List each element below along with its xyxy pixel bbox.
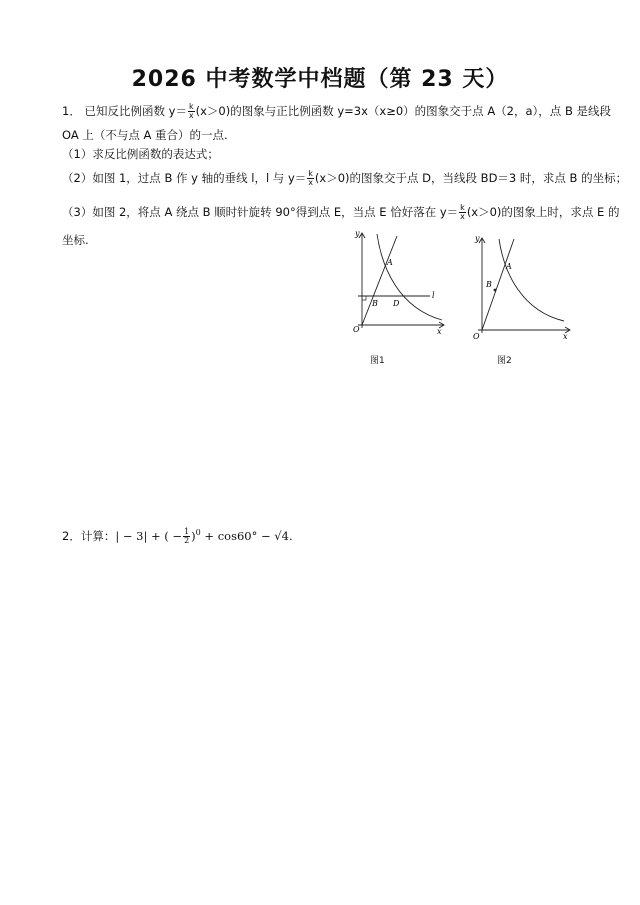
- fraction-k-over-x: [307, 170, 314, 187]
- q2-expr-a: | − 3| + ( −: [115, 528, 183, 543]
- q1-part-1: （1）求反比例函数的表达式；: [62, 147, 219, 161]
- label-O: O: [353, 325, 360, 334]
- q1-part-2a: （2）如图 1，过点 B 作 y 轴的垂线 l，l 与 y＝: [62, 171, 307, 185]
- q1-part-2b: (x＞0)的图象交于点 D，当线段 BD＝3 时，求点 B 的坐标；: [314, 171, 628, 185]
- page-title: 2026 中考数学中档题（第 23 天）: [131, 67, 509, 92]
- q1-line-1: [62, 103, 611, 120]
- q1-line-2: OA 上（不与点 A 重合）的一点.: [62, 128, 228, 142]
- q2-line: [62, 525, 293, 545]
- figure-2-caption: 图2: [497, 356, 512, 366]
- label-x: x: [437, 327, 442, 336]
- fraction-k-over-x: [188, 103, 195, 120]
- q2-exponent: 0: [195, 528, 201, 537]
- q1-part-3a: （3）如图 2，将点 A 绕点 B 顺时针旋转 90°得到点 E，当点 E 恰好落在 y＝: [62, 205, 459, 219]
- q2-expr-b: ): [191, 528, 196, 543]
- frac-numerator: k: [308, 169, 313, 178]
- figure-1: [344, 228, 446, 338]
- q2-expr-c: + cos60° − √4.: [200, 528, 293, 543]
- label-l: l: [432, 291, 435, 300]
- figure-1-caption: 图1: [370, 356, 385, 366]
- label-B: B: [486, 280, 492, 289]
- hyperbola-curve: [499, 239, 564, 321]
- q2-number: 2．: [62, 528, 81, 543]
- frac-denominator: x: [460, 212, 465, 221]
- q1-part-2: [62, 170, 627, 187]
- hyperbola-curve: [377, 234, 442, 320]
- label-D: D: [393, 299, 400, 308]
- line-y-3x: [362, 236, 397, 325]
- q1-part-3-cont: 坐标.: [62, 233, 89, 247]
- label-x: x: [563, 332, 568, 341]
- fraction-k-over-x: [459, 204, 466, 221]
- label-B: B: [372, 299, 378, 308]
- frac-numerator: k: [460, 203, 465, 212]
- q1-text-1a: 已知反比例函数 y＝: [84, 104, 187, 118]
- label-A: A: [506, 262, 512, 271]
- fraction-one-half: [183, 528, 190, 545]
- frac-numerator: 1: [184, 526, 190, 536]
- point-B: [494, 289, 497, 292]
- q1-text-1b: (x＞0)的图象与正比例函数 y=3x（x≥0）的图象交于点 A（2，a），点 B 是线段: [195, 104, 611, 118]
- q1-number: 1．: [62, 104, 81, 118]
- label-A: A: [387, 258, 393, 267]
- right-angle-mark: [362, 296, 366, 300]
- q1-part-3: [62, 204, 619, 221]
- label-y: y: [475, 234, 480, 243]
- frac-numerator: k: [188, 102, 194, 111]
- label-O: O: [473, 332, 480, 341]
- frac-denominator: x: [308, 178, 313, 187]
- q1-part-3b: (x＞0)的图象上时，求点 E 的: [466, 205, 620, 219]
- figure-2: [468, 233, 572, 343]
- frac-denominator: 2: [184, 535, 190, 545]
- frac-denominator: x: [188, 111, 194, 120]
- q2-label: 计算：: [80, 528, 116, 543]
- label-y: y: [355, 229, 360, 238]
